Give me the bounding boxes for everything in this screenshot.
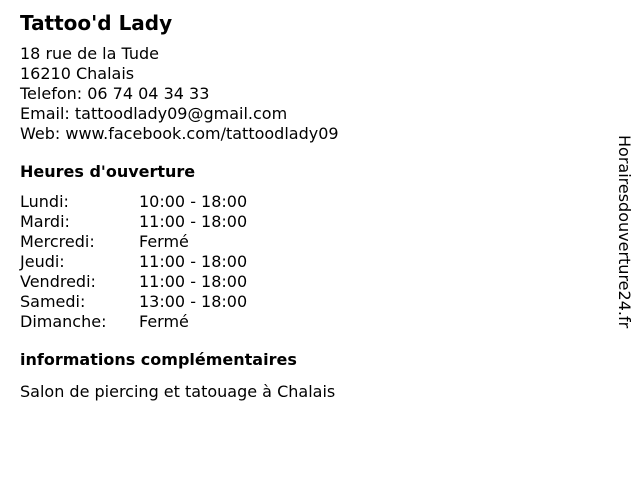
hours-title: Heures d'ouverture: [20, 162, 196, 181]
hours-day: Samedi:: [20, 292, 86, 311]
hours-day: Jeudi:: [20, 252, 65, 271]
hours-row-dimanche: [20, 312, 580, 332]
brand-vertical-text: Horairesdouverture24.fr: [615, 135, 634, 329]
hours-time: 10:00 - 18:00: [139, 192, 248, 211]
email-text: Email: tattoodlady09@gmail.com: [20, 104, 288, 123]
hours-time: 11:00 - 18:00: [139, 272, 248, 291]
address-line-2: 16210 Chalais: [20, 64, 135, 83]
hours-time: 11:00 - 18:00: [139, 252, 248, 271]
info-text: Salon de piercing et tatouage à Chalais: [20, 382, 336, 401]
info-title: informations complémentaires: [20, 350, 297, 369]
phone-text: Telefon: 06 74 04 34 33: [20, 84, 210, 103]
hours-list: [20, 192, 580, 332]
hours-row-vendredi: [20, 272, 580, 292]
hours-row-samedi: [20, 292, 580, 312]
hours-row-mercredi: [20, 232, 580, 252]
hours-row-mardi: [20, 212, 580, 232]
hours-day: Vendredi:: [20, 272, 96, 291]
hours-day: Dimanche:: [20, 312, 107, 331]
web-text: Web: www.facebook.com/tattoodlady09: [20, 124, 339, 143]
hours-day: Lundi:: [20, 192, 69, 211]
hours-row-lundi: [20, 192, 580, 212]
business-card: [20, 10, 580, 402]
hours-time: Fermé: [139, 232, 189, 251]
hours-day: Mardi:: [20, 212, 70, 231]
hours-time: 13:00 - 18:00: [139, 292, 248, 311]
business-name: Tattoo'd Lady: [20, 11, 173, 35]
hours-time: 11:00 - 18:00: [139, 212, 248, 231]
address-line-1: 18 rue de la Tude: [20, 44, 159, 63]
hours-time: Fermé: [139, 312, 189, 331]
hours-row-jeudi: [20, 252, 580, 272]
hours-day: Mercredi:: [20, 232, 95, 251]
